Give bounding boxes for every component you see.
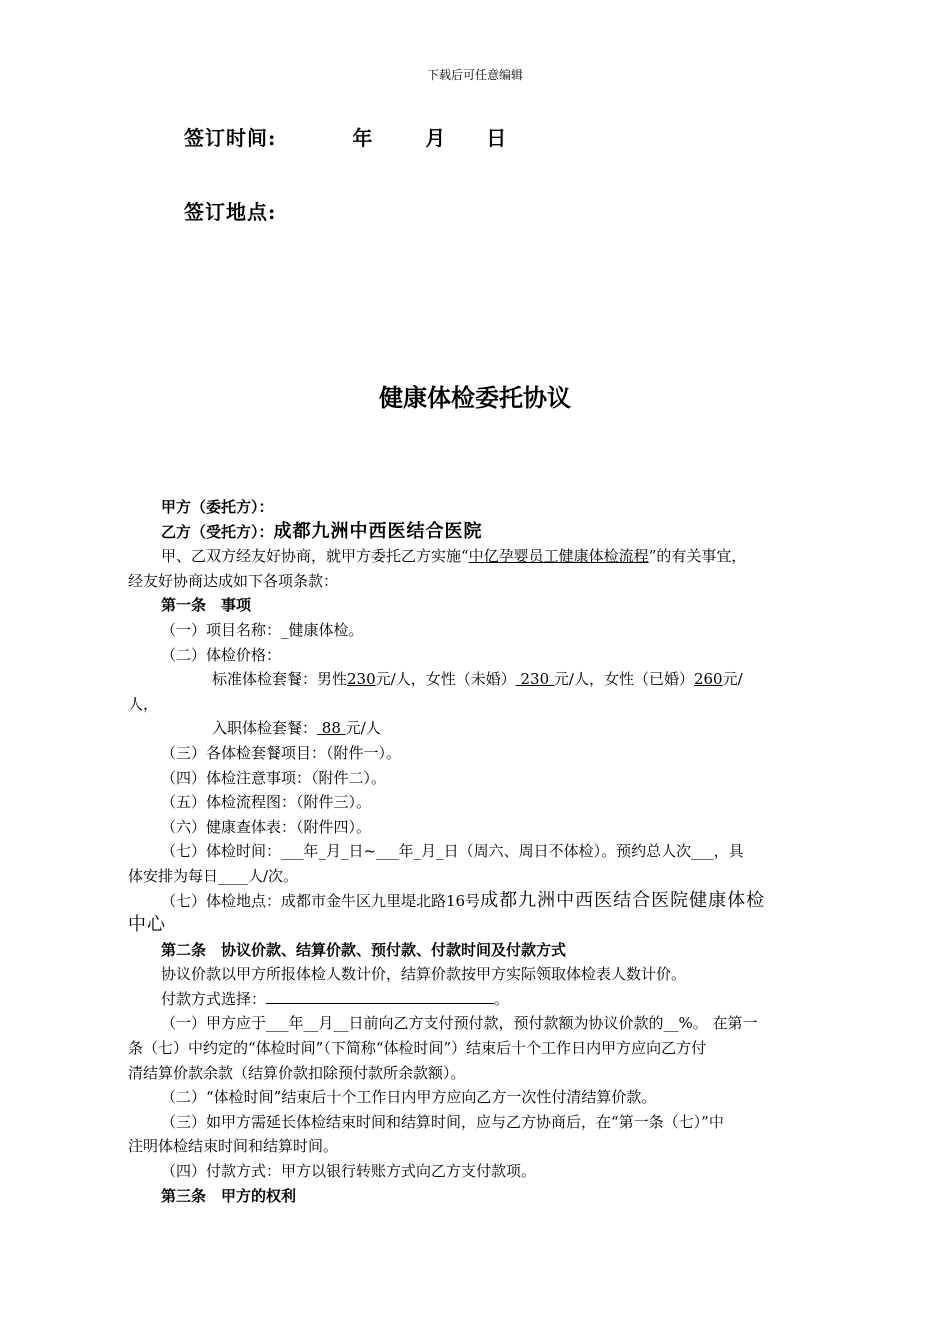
article-1-item-3: （三）各体检套餐项目：（附件一）。 <box>161 743 402 762</box>
party-a-label: 甲方（委托方）： <box>161 498 274 516</box>
standard-package-line <box>128 667 828 692</box>
project-name: 中亿孕婴员工健康体检流程 <box>468 547 649 566</box>
payment-method-end: 。 <box>494 989 510 1008</box>
package-text: 标准体检套餐：男性 <box>212 670 348 689</box>
article-1-item-2: （二）体检价格： <box>161 645 282 664</box>
signing-place-label: 签订地点: <box>184 200 277 224</box>
party-a <box>128 495 828 520</box>
package-text: 元/人，女性（未婚） <box>375 670 516 689</box>
intro-line-2: 经友好协商达成如下各项条款： <box>128 571 339 590</box>
article-1-item-5: （五）体检流程图：（附件三）。 <box>161 793 372 812</box>
header-note: 下载后可任意编辑 <box>426 68 523 82</box>
payment-method-label: 付款方式选择： <box>161 989 267 1008</box>
article-2-heading: 第二条 协议价款、结算价款、预付款、付款时间及付款方式 <box>161 940 567 959</box>
article-2-p1: 协议价款以甲方所报体检人数计价，结算价款按甲方实际领取体检表人数计价。 <box>161 965 687 984</box>
article-2-item-3-line-1: （三）如甲方需延长体检结束时间和结算时间，应与乙方协商后，在“第一条（七）”中 <box>161 1112 724 1131</box>
package-text: 元/ <box>722 670 743 689</box>
contract-body <box>128 495 828 1208</box>
standard-package-wrap: 人， <box>128 694 159 713</box>
entry-price: 88 <box>317 719 346 738</box>
document-title: 健康体检委托协议 <box>379 383 571 412</box>
payment-method-line <box>128 987 828 1012</box>
location-text: （七）体检地点：成都市金牛区九里堤北路16号 <box>161 891 481 910</box>
article-1-item-6: （六）健康查体表：（附件四）。 <box>161 817 372 836</box>
article-1-item-4: （四）体检注意事项：（附件二）。 <box>161 768 387 787</box>
party-b-name: 成都九洲中西医结合医院 <box>273 520 483 542</box>
signing-time-row <box>184 122 507 151</box>
article-1-item-7-line-2: 体安排为每日____人/次。 <box>128 866 299 885</box>
intro-text: 甲、乙双方经友好协商，就甲方委托乙方实施“ <box>161 547 469 566</box>
party-b-label: 乙方（受托方）： <box>161 522 274 541</box>
intro-line-1 <box>128 544 828 569</box>
payment-method-blank <box>266 988 494 1004</box>
signing-day: 日 <box>486 126 508 150</box>
article-2-item-1-line-3: 清结算价款余款（结算价款扣除预付款所余款额）。 <box>128 1063 466 1082</box>
male-price: 230 <box>347 670 376 689</box>
article-1-item-7b-wrap: 中心 <box>128 914 166 936</box>
signing-month: 月 <box>425 126 447 150</box>
package-text: 元/人，女性（已婚） <box>553 670 694 689</box>
article-2-item-1-line-2: 条（七）中约定的“体检时间”（下简称“体检时间”）结束后十个工作日内甲方应向乙方付 <box>128 1039 707 1058</box>
signing-year: 年 <box>352 126 374 150</box>
article-2-item-3-line-2: 注明体检结束时间和结算时间。 <box>128 1137 339 1156</box>
party-b <box>128 520 828 545</box>
article-2-item-4: （四）付款方式：甲方以银行转账方式向乙方支付款项。 <box>161 1162 537 1181</box>
package-text: 入职体检套餐： <box>212 719 318 738</box>
female-married-price: 260 <box>693 670 723 689</box>
article-2-item-2: （二）“体检时间”结束后十个工作日内甲方应向乙方一次性付清结算价款。 <box>161 1088 657 1107</box>
article-1-item-1: （一）项目名称：_健康体检。 <box>161 620 364 639</box>
article-1-heading: 第一条 事项 <box>161 596 252 615</box>
location-name: 成都九洲中西医结合医院健康体检 <box>480 889 766 911</box>
female-unmarried-price: 230 <box>515 670 554 689</box>
article-1-item-7-line-1: （七）体检时间：___年_月_日~___年_月_日（周六、周日不体检）。预约总人次___，具 <box>161 842 744 861</box>
article-1-item-7b <box>128 889 828 914</box>
package-text: 元/人 <box>345 719 381 738</box>
signing-time-label: 签订时间: <box>184 126 277 150</box>
entry-package-line <box>128 716 828 741</box>
intro-text: ”的有关事宜， <box>648 547 747 566</box>
article-3-heading: 第三条 甲方的权利 <box>161 1186 297 1205</box>
article-2-item-1-line-1: （一）甲方应于___年__月__日前向乙方支付预付款，预付款额为协议价款的__%。 在第一 <box>161 1014 758 1033</box>
